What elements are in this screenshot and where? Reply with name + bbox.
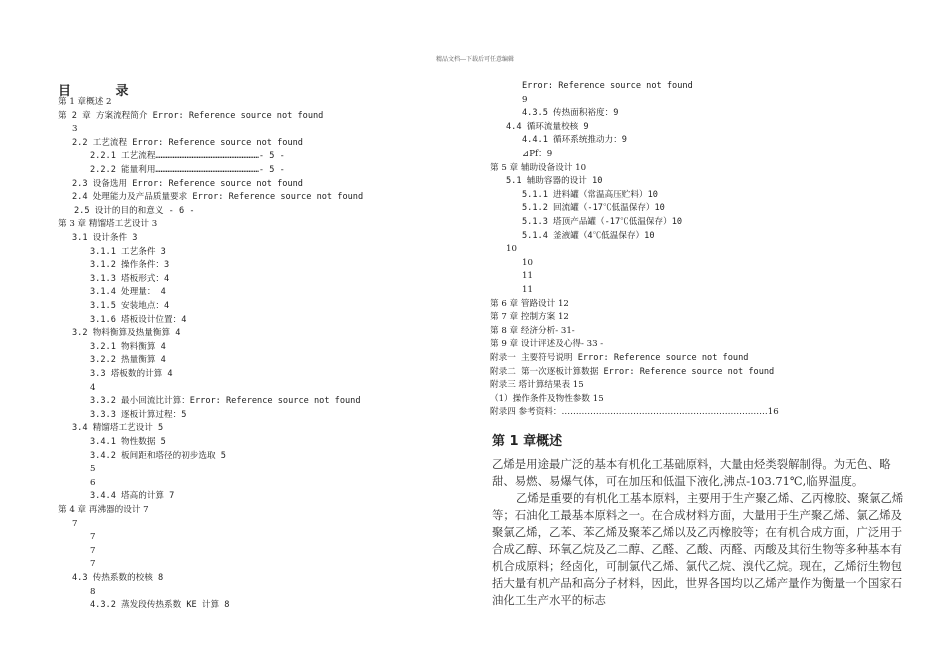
toc-entry: 3.2 物料衡算及热量衡算 4 bbox=[72, 328, 181, 339]
page-header: 精品文档---下载后可任意编辑 bbox=[435, 56, 515, 63]
toc-entry: 9 bbox=[522, 94, 528, 105]
toc-entry: 第 4 章 再沸器的设计 7 bbox=[58, 505, 149, 515]
toc-entry: 3.2.2 热量衡算 4 bbox=[90, 355, 166, 366]
toc-entry: 3.1.3 塔板形式：4 bbox=[90, 273, 170, 284]
toc-entry: 3 bbox=[72, 124, 78, 135]
toc-entry: 7 bbox=[90, 532, 96, 543]
toc-entry: 2.2.1 工艺流程……………………………………………………- 5 - bbox=[90, 151, 285, 162]
toc-entry: 4 bbox=[90, 382, 96, 393]
toc-entry: 5.1.2 回流罐（-17℃低温保存）10 bbox=[522, 203, 665, 214]
toc-entry: 10 bbox=[506, 244, 517, 255]
toc-entry: 4.3.2 蒸发段传热系数 KE 计算 8 bbox=[90, 600, 230, 611]
toc-entry: 第 6 章 管路设计 12 bbox=[490, 298, 569, 309]
toc-title: 目 录 bbox=[58, 84, 149, 99]
toc-entry: 3.4.4 塔高的计算 7 bbox=[90, 491, 175, 502]
toc-entry: 第 9 章 设计评述及心得- 33 - bbox=[490, 339, 604, 350]
toc-entry: 附录三 塔计算结果表 15 bbox=[490, 380, 584, 391]
toc-entry: 5.1.3 塔顶产品罐（-17℃低温保存）10 bbox=[522, 217, 683, 227]
toc-entry: 4.3.5 传热面积裕度：9 bbox=[522, 108, 619, 119]
toc-entry: 3.1.5 安装地点：4 bbox=[90, 301, 170, 311]
toc-entry: ⊿Pf：9 bbox=[522, 149, 553, 159]
toc-entry: 11 bbox=[522, 271, 533, 282]
toc-entry: 6 bbox=[90, 477, 96, 488]
toc-entry: Error: Reference source not found bbox=[522, 81, 693, 91]
toc-entry: 5.1.1 进料罐（常温高压贮料）10 bbox=[522, 189, 658, 200]
toc-entry: 3.1.6 塔板设计位置：4 bbox=[90, 314, 187, 325]
toc-entry: 2.2 工艺流程 Error: Reference source not found bbox=[72, 137, 303, 148]
toc-entry: 附录二 第一次逐板计算数据 Error: Reference source not found bbox=[490, 366, 775, 377]
toc-entry: 2.3 设备选用 Error: Reference source not found bbox=[72, 178, 303, 189]
toc-entry: 5.1 辅助容器的设计 10 bbox=[506, 176, 603, 187]
toc-entry: 4.4.1 循环系统推动力：9 bbox=[522, 135, 627, 146]
toc-entry: 3.1.4 处理量： 4 bbox=[90, 287, 166, 298]
chapter-title: 第 1 章概述 bbox=[492, 434, 563, 449]
toc-entry: 10 bbox=[522, 257, 533, 268]
toc-entry: 3.4.2 板间距和塔径的初步选取 5 bbox=[90, 450, 226, 461]
chapter-paragraph-2: 乙烯是重要的有机化工基本原料，主要用于生产聚乙烯、乙丙橡胶、聚氯乙烯等；石油化工最基本原料之一。在合成材料方面，大量用于生产聚乙烯、氯乙烯及聚氯乙烯，乙苯、苯乙烯及聚苯乙烯以及乙丙橡胶等；在有机合成方面，广泛用于合成乙醇、环氧乙烷及乙二醇、乙醛、乙酸、丙醛、丙酸及其衍生物等多种基本有机合成原料；经卤化，可制氯代乙烯、氯代乙烷、溴代乙烷。现在，乙烯衍生物包括大量有机产品和高分子材料，因此，世界各国均以乙烯产量作为衡量一个国家石油化工生产水平的标志 bbox=[492, 491, 904, 607]
toc-entry: 4.3 传热系数的校核 8 bbox=[72, 573, 164, 583]
toc-entry: 7 bbox=[90, 545, 96, 556]
toc-entry: 第 7 章 控制方案 12 bbox=[490, 312, 569, 323]
toc-entry: 3.1.2 操作条件：3 bbox=[90, 260, 170, 271]
toc-entry: 3.1.1 工艺条件 3 bbox=[90, 246, 166, 257]
toc-entry: 第 2 章 方案流程简介 Error: Reference source not found bbox=[58, 110, 324, 121]
toc-entry: 3.3.2 最小回流比计算：Error: Reference source not found bbox=[90, 396, 361, 407]
toc-entry: 3.1 设计条件 3 bbox=[72, 233, 138, 243]
toc-entry: 4.4 循环流量校核 9 bbox=[506, 121, 589, 132]
toc-entry: 7 bbox=[90, 559, 96, 570]
toc-entry: 11 bbox=[522, 285, 533, 295]
toc-entry: 7 bbox=[72, 518, 78, 529]
toc-entry: 3.3.3 逐板计算过程：5 bbox=[90, 409, 187, 420]
toc-entry: 5 bbox=[90, 464, 96, 475]
toc-entry: 2.2.2 能量利用……………………………………………………- 5 - bbox=[90, 165, 285, 175]
toc-entry: 第 3 章 精馏塔工艺设计 3 bbox=[58, 219, 158, 230]
toc-entry: 3.4.1 物性数据 5 bbox=[90, 437, 166, 447]
toc-entry: 8 bbox=[90, 586, 96, 597]
toc-entry: 3.4 精馏塔工艺设计 5 bbox=[72, 423, 164, 434]
toc-entry: 附录四 参考资料：………………………………………………………………16 bbox=[490, 407, 779, 418]
toc-entry: （1）操作条件及物性参数 15 bbox=[490, 393, 604, 404]
toc-entry: 第 8 章 经济分析- 31- bbox=[490, 325, 575, 336]
toc-entry: 附录一 主要符号说明 Error: Reference source not found bbox=[490, 353, 749, 363]
chapter-paragraph-1: 乙烯是用途最广泛的基本有机化工基础原料，大量由烃类裂解制得。为无色、略甜、易燃、易爆气体，可在加压和低温下液化,沸点-103.71℃,临界温度。 bbox=[492, 457, 891, 488]
toc-entry: 第 5 章 辅助设备设计 10 bbox=[490, 162, 587, 173]
toc-entry: 2.5 设计的目的和意义 - 6 - bbox=[74, 205, 195, 216]
toc-entry: 3.2.1 物料衡算 4 bbox=[90, 341, 166, 352]
toc-entry: 第 1 章概述 2 bbox=[58, 97, 112, 107]
toc-entry: 3.3 塔板数的计算 4 bbox=[90, 369, 173, 379]
toc-entry: 5.1.4 釜液罐（4℃低温保存）10 bbox=[522, 230, 655, 241]
toc-entry: 2.4 处理能力及产品质量要求 Error: Reference source not found bbox=[72, 192, 364, 203]
